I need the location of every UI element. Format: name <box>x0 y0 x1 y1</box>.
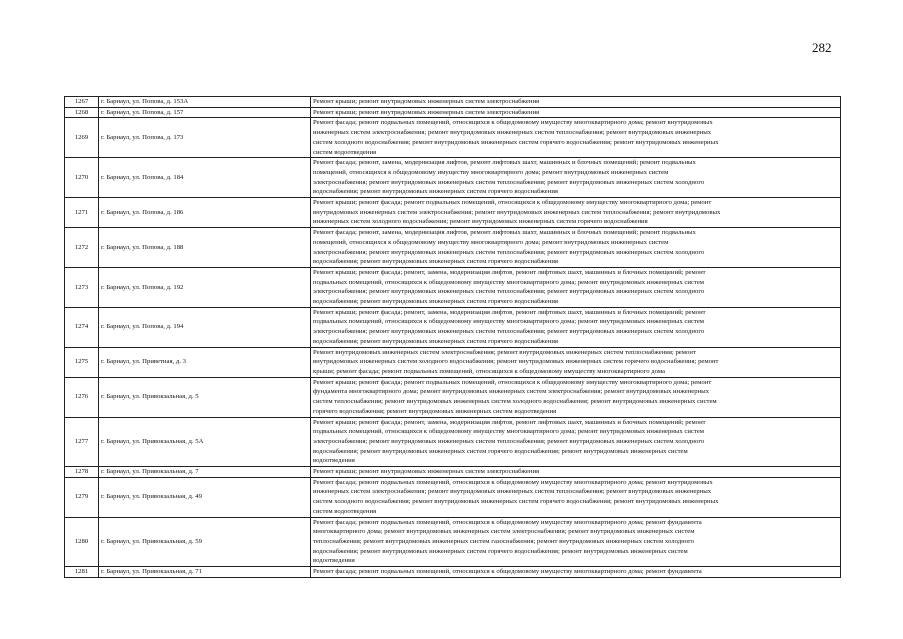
works-line: водоснабжения; ремонт внутридомовых инженерных систем горячего водоснабжения <box>313 337 558 345</box>
row-number: 1278 <box>65 467 99 478</box>
row-number: 1280 <box>65 517 99 567</box>
works-line: Ремонт внутридомовых инженерных систем электроснабжения; ремонт внутридомовых инженерных систем теплоснабжения; ремонт <box>313 348 696 356</box>
row-address: г. Барнаул, ул. Привокзальная, д. 49 <box>99 477 311 517</box>
works-line: внутридомовых инженерных систем электроснабжения; ремонт внутридомовых инженерных систем теплоснабжения; ремонт внутридомовых <box>313 208 721 216</box>
works-line: Ремонт крыши; ремонт фасада; ремонт, замена, модернизация лифтов, ремонт лифтовых шахт, машинных и блочных помещений; ремонт <box>313 308 706 316</box>
row-number: 1275 <box>65 347 99 377</box>
works-line: горячего водоснабжения; ремонт внутридомовых инженерных систем водоотведения <box>313 407 557 415</box>
row-address: г. Барнаул, ул. Попова, д. 188 <box>99 228 311 268</box>
row-works <box>311 107 841 118</box>
works-line: Ремонт крыши; ремонт фасада; ремонт подвальных помещений, относящихся к общедомовому имуществу многоквартирного дома; ремонт <box>313 199 712 207</box>
works-line: Ремонт фасада; ремонт подвальных помещений, относящихся к общедомовому имуществу многоквартирного дома; ремонт внутридомовых <box>313 478 713 486</box>
works-line: водоотведения <box>313 457 355 465</box>
table-row <box>65 467 841 478</box>
works-line: водоотведения <box>313 557 355 565</box>
row-number: 1279 <box>65 477 99 517</box>
row-address: г. Барнаул, ул. Привокзальная, д. 5А <box>99 417 311 467</box>
row-works <box>311 377 841 417</box>
row-works <box>311 517 841 567</box>
table-row <box>65 118 841 158</box>
row-address: г. Барнаул, ул. Попова, д. 194 <box>99 307 311 347</box>
works-line: подвальных помещений, относящихся к общедомовому имуществу многоквартирного дома; ремонт внутридомовых инженерных систем <box>313 428 705 436</box>
works-line: подвальных помещений, относящихся к общедомовому имуществу многоквартирного дома; ремонт внутридомовых инженерных систем <box>313 278 705 286</box>
row-works <box>311 307 841 347</box>
row-address: г. Барнаул, ул. Попова, д. 186 <box>99 198 311 228</box>
table-row <box>65 97 841 108</box>
row-address: г. Барнаул, ул. Попова, д. 153А <box>99 97 311 108</box>
works-line: помещений, относящихся к общедомовому имуществу многоквартирного дома; ремонт внутридомовых инженерных систем <box>313 168 669 176</box>
row-number: 1272 <box>65 228 99 268</box>
works-line: систем водоотведения <box>313 507 377 515</box>
row-address: г. Барнаул, ул. Попова, д. 192 <box>99 267 311 307</box>
row-address: г. Барнаул, ул. Попова, д. 173 <box>99 118 311 158</box>
table-row <box>65 417 841 467</box>
row-number: 1273 <box>65 267 99 307</box>
row-works <box>311 198 841 228</box>
works-line: крыши; ремонт фасада; ремонт подвальных помещений, относящихся к общедомовому имуществу многоквартирного дома <box>313 367 665 375</box>
table-row <box>65 307 841 347</box>
works-line: Ремонт крыши; ремонт внутридомовых инженерных систем электроснабжения <box>313 468 540 476</box>
works-line: внутридомовых инженерных систем холодного водоснабжения; ремонт внутридомовых инженерных систем горячего водоснабжения; ремонт <box>313 358 719 366</box>
row-address: г. Барнаул, ул. Приветная, д. 3 <box>99 347 311 377</box>
row-works <box>311 267 841 307</box>
row-number: 1269 <box>65 118 99 158</box>
works-line: систем водоотведения <box>313 148 377 156</box>
row-works <box>311 97 841 108</box>
works-line: теплоснабжения; ремонт внутридомовых инженерных систем газоснабжения; ремонт внутридомовых инженерных систем холодного <box>313 537 694 545</box>
row-number: 1276 <box>65 377 99 417</box>
works-line: электроснабжения; ремонт внутридомовых инженерных систем теплоснабжения; ремонт внутридомовых инженерных систем холодного <box>313 248 705 256</box>
works-line: водоснабжения; ремонт внутридомовых инженерных систем горячего водоснабжения <box>313 258 558 266</box>
repair-registry-table <box>64 96 841 578</box>
table-row <box>65 477 841 517</box>
row-number: 1271 <box>65 198 99 228</box>
works-line: Ремонт фасада; ремонт подвальных помещений, относящихся к общедомовому имуществу многоквартирного дома; ремонт фундамента <box>313 518 702 526</box>
row-number: 1267 <box>65 97 99 108</box>
works-line: инженерных систем холодного водоснабжения; ремонт внутридомовых инженерных систем горячего водоснабжения <box>313 218 648 226</box>
row-address: г. Барнаул, ул. Привокзальная, д. 5 <box>99 377 311 417</box>
works-line: электроснабжения; ремонт внутридомовых инженерных систем теплоснабжения; ремонт внутридомовых инженерных систем холодного <box>313 328 705 336</box>
works-line: Ремонт крыши; ремонт внутридомовых инженерных систем электроснабжения <box>313 108 540 116</box>
works-line: Ремонт фасада; ремонт подвальных помещений, относящихся к общедомовому имуществу многоквартирного дома; ремонт фундамента <box>313 568 702 576</box>
works-line: инженерных систем электроснабжения; ремонт внутридомовых инженерных систем теплоснабжения; ремонт внутридомовых инженерных <box>313 488 712 496</box>
works-line: Ремонт крыши; ремонт фасада; ремонт, замена, модернизация лифтов, ремонт лифтовых шахт, машинных и блочных помещений; ремонт <box>313 418 706 426</box>
row-works <box>311 228 841 268</box>
registry-body <box>65 97 841 578</box>
works-line: Ремонт фасада; ремонт, замена, модернизация лифтов, ремонт лифтовых шахт, машинных и блочных помещений; ремонт подвальных <box>313 159 696 167</box>
works-line: водоснабжения; ремонт внутридомовых инженерных систем горячего водоснабжения <box>313 298 558 306</box>
row-number: 1270 <box>65 158 99 198</box>
row-works <box>311 347 841 377</box>
table-row <box>65 158 841 198</box>
works-line: Ремонт фасада; ремонт подвальных помещений, относящихся к общедомовому имуществу многоквартирного дома; ремонт внутридомовых <box>313 119 713 127</box>
works-line: инженерных систем электроснабжения; ремонт внутридомовых инженерных систем теплоснабжения; ремонт внутридомовых инженерных <box>313 129 712 137</box>
works-line: Ремонт крыши; ремонт внутридомовых инженерных систем электроснабжения <box>313 98 540 105</box>
works-line: водоснабжения; ремонт внутридомовых инженерных систем горячего водоснабжения <box>313 188 558 196</box>
row-number: 1274 <box>65 307 99 347</box>
works-line: систем холодного водоснабжения; ремонт внутридомовых инженерных систем горячего водоснабжения; ремонт внутридомовых инженерных <box>313 138 719 146</box>
row-address: г. Барнаул, ул. Попова, д. 157 <box>99 107 311 118</box>
row-number: 1281 <box>65 567 99 578</box>
table-row <box>65 567 841 578</box>
works-line: подвальных помещений, относящихся к общедомовому имуществу многоквартирного дома; ремонт внутридомовых инженерных систем <box>313 318 705 326</box>
page-number: 282 <box>812 40 832 55</box>
row-number: 1277 <box>65 417 99 467</box>
table-row <box>65 228 841 268</box>
table-row <box>65 198 841 228</box>
row-works <box>311 158 841 198</box>
row-works <box>311 417 841 467</box>
row-works <box>311 467 841 478</box>
row-address: г. Барнаул, ул. Привокзальная, д. 71 <box>99 567 311 578</box>
works-line: водоснабжения; ремонт внутридомовых инженерных систем горячего водоснабжения; ремонт внутридомовых инженерных систем <box>313 447 688 455</box>
works-line: систем теплоснабжения; ремонт внутридомовых инженерных систем холодного водоснабжения; ремонт внутридомовых инженерных систем <box>313 398 717 406</box>
works-line: электроснабжения; ремонт внутридомовых инженерных систем теплоснабжения; ремонт внутридомовых инженерных систем холодного <box>313 437 705 445</box>
row-number: 1268 <box>65 107 99 118</box>
works-line: помещений, относящихся к общедомовому имуществу многоквартирного дома; ремонт внутридомовых инженерных систем <box>313 238 669 246</box>
row-works <box>311 567 841 578</box>
row-works <box>311 477 841 517</box>
table-row <box>65 347 841 377</box>
row-address: г. Барнаул, ул. Попова, д. 184 <box>99 158 311 198</box>
works-line: фундамента многоквартирного дома; ремонт внутридомовых инженерных систем электроснабжения; ремонт внутридомовых инженерных <box>313 388 710 396</box>
table-row <box>65 377 841 417</box>
table-row <box>65 517 841 567</box>
works-line: Ремонт крыши; ремонт фасада; ремонт подвальных помещений, относящихся к общедомовому имуществу многоквартирного дома; ремонт <box>313 378 712 386</box>
works-line: водоснабжения; ремонт внутридомовых инженерных систем горячего водоснабжения; ремонт внутридомовых инженерных систем <box>313 547 688 555</box>
works-line: электроснабжения; ремонт внутридомовых инженерных систем теплоснабжения; ремонт внутридомовых инженерных систем холодного <box>313 178 705 186</box>
works-line: электроснабжения; ремонт внутридомовых инженерных систем теплоснабжения; ремонт внутридомовых инженерных систем холодного <box>313 288 705 296</box>
works-line: систем холодного водоснабжения; ремонт внутридомовых инженерных систем горячего водоснабжения; ремонт внутридомовых инженерных <box>313 498 719 506</box>
works-line: Ремонт крыши; ремонт фасада; ремонт, замена, модернизация лифтов, ремонт лифтовых шахт, машинных и блочных помещений; ремонт <box>313 268 706 276</box>
row-works <box>311 118 841 158</box>
row-address: г. Барнаул, ул. Привокзальная, д. 7 <box>99 467 311 478</box>
row-address: г. Барнаул, ул. Привокзальная, д. 59 <box>99 517 311 567</box>
works-line: Ремонт фасада; ремонт, замена, модернизация лифтов, ремонт лифтовых шахт, машинных и блочных помещений; ремонт подвальных <box>313 229 696 237</box>
table-row <box>65 107 841 118</box>
works-line: многоквартирного дома; ремонт внутридомовых инженерных систем электроснабжения; ремонт внутридомовых инженерных систем <box>313 528 695 536</box>
table-row <box>65 267 841 307</box>
